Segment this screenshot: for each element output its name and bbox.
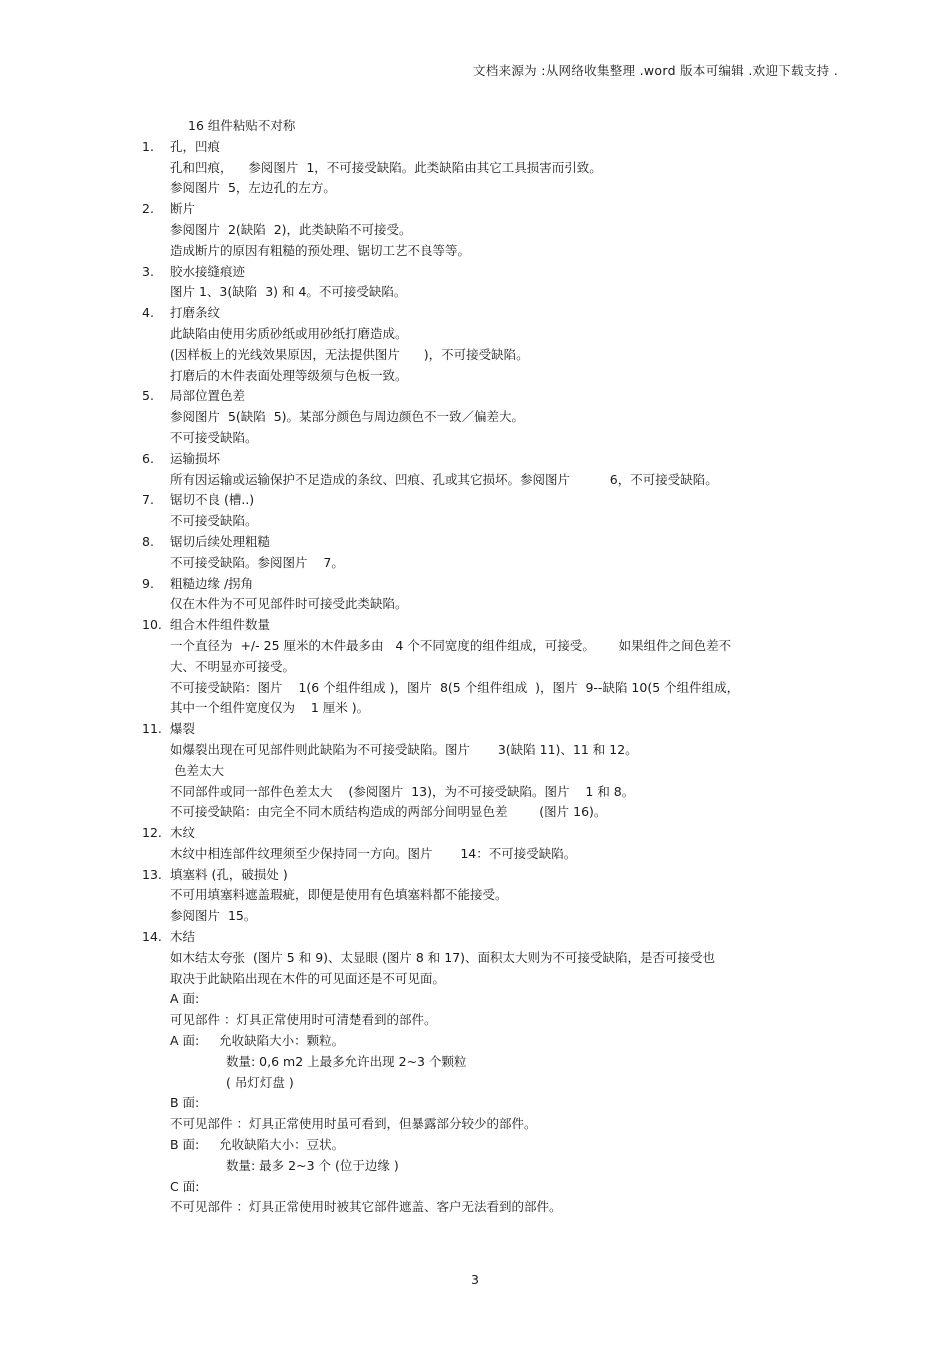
section-heading bbox=[138, 719, 818, 740]
section-heading bbox=[138, 927, 818, 948]
section-body-line: 孔和凹痕， 参阅图片 1，不可接受缺陷。此类缺陷由其它工具损害而引致。 bbox=[170, 159, 602, 175]
section-title: 运输损坏 bbox=[170, 450, 221, 466]
face-b-row bbox=[138, 1135, 818, 1156]
section-title: 胶水接缝痕迹 bbox=[170, 263, 246, 279]
section-body-line: 不可接受缺陷：图片 1(6 个组件组成 )，图片 8(5 个组件组成 )，图片 9--缺陷 10(5 个组件组成， bbox=[170, 679, 740, 695]
section-body-line: 色差太大 bbox=[170, 762, 224, 778]
section-number: 7. bbox=[142, 492, 154, 508]
section-body-line: 大、不明显亦可接受。 bbox=[170, 658, 296, 674]
face-definitions bbox=[138, 989, 818, 1218]
section-body-line: 造成断片的原因有粗糙的预处理、锯切工艺不良等等。 bbox=[170, 242, 471, 258]
section-heading bbox=[138, 199, 818, 220]
section-body-line: 其中一个组件宽度仅为 1 厘米 )。 bbox=[170, 700, 370, 716]
section-number: 4. bbox=[142, 305, 154, 321]
section-body-line: 不可接受缺陷。 bbox=[170, 513, 258, 529]
section-body-line: 参阅图片 5，左边孔的左方。 bbox=[170, 180, 336, 196]
section-title: 粗糙边缘 /拐角 bbox=[170, 575, 254, 591]
face-b-quantity: 数量: 最多 2~3 个 (位于边缘 ) bbox=[226, 1157, 399, 1173]
section-heading bbox=[138, 615, 818, 636]
face-b-label: B 面: bbox=[170, 1095, 200, 1111]
section-number: 6. bbox=[142, 450, 154, 466]
section-heading bbox=[138, 490, 818, 511]
section-body-line: 不可接受缺陷。参阅图片 7。 bbox=[170, 554, 344, 570]
section-heading bbox=[138, 532, 818, 553]
section-body-line: 不可接受缺陷。 bbox=[170, 429, 258, 445]
section-number: 1. bbox=[142, 138, 154, 154]
section-body-line: 参阅图片 5(缺陷 5)。某部分颜色与周边颜色不一致／偏差大。 bbox=[170, 409, 525, 425]
face-b-description: 不可见部件 ：灯具正常使用时虽可看到，但暴露部分较少的部件。 bbox=[170, 1116, 537, 1132]
section-title: 木结 bbox=[170, 929, 196, 945]
section-body-line: 仅在木件为不可见部件时可接受此类缺陷。 bbox=[170, 596, 408, 612]
section-number: 9. bbox=[142, 575, 154, 591]
document-body bbox=[138, 116, 818, 1218]
section-number: 10. bbox=[142, 617, 162, 633]
section-heading bbox=[138, 574, 818, 595]
section-title: 孔，凹痕 bbox=[170, 138, 221, 154]
section-body-line: 取决于此缺陷出现在木件的可见面还是不可见面。 bbox=[170, 970, 446, 986]
section-body-line: 如木结太夸张 (图片 5 和 9)、太显眼 (图片 8 和 17)、面积太大则为不可接受缺陷，是否可接受也 bbox=[170, 949, 716, 965]
section-heading bbox=[138, 262, 818, 283]
figure-caption: 16 组件粘贴不对称 bbox=[188, 118, 296, 133]
section-body-line: 此缺陷由使用劣质砂纸或用砂纸打磨造成。 bbox=[170, 325, 408, 341]
section-number: 13. bbox=[142, 866, 162, 882]
face-a-note: ( 吊灯灯盘 ) bbox=[226, 1074, 294, 1090]
face-a-description: 可见部件 ：灯具正常使用时可清楚看到的部件。 bbox=[170, 1012, 437, 1028]
section-title: 断片 bbox=[170, 201, 196, 217]
section-number: 14. bbox=[142, 929, 162, 945]
section-title: 爆裂 bbox=[170, 721, 196, 737]
face-a-row bbox=[138, 1031, 818, 1052]
face-a-label: A 面: bbox=[170, 991, 200, 1007]
section-title: 填塞料 (孔，破损处 ) bbox=[170, 866, 288, 882]
face-c-label: C 面: bbox=[170, 1178, 200, 1194]
section-body-line: 一个直径为 +/- 25 厘米的木件最多由 4 个不同宽度的组件组成，可接受。 如果组件之间色差不 bbox=[170, 637, 732, 653]
section-number: 8. bbox=[142, 533, 154, 549]
section-heading bbox=[138, 449, 818, 470]
section-body-line: 图片 1、3(缺陷 3) 和 4。不可接受缺陷。 bbox=[170, 284, 407, 300]
section-number: 12. bbox=[142, 825, 162, 841]
face-a-allow: 允收缺陷大小：颗粒。 bbox=[219, 1033, 345, 1049]
section-body-line: 打磨后的木件表面处理等级须与色板一致。 bbox=[170, 367, 408, 383]
section-title: 锯切后续处理粗糙 bbox=[170, 533, 271, 549]
section-number: 3. bbox=[142, 263, 154, 279]
section-title: 木纹 bbox=[170, 825, 196, 841]
section-body-line: 不可用填塞料遮盖瑕疵，即便是使用有色填塞料都不能接受。 bbox=[170, 887, 508, 903]
section-heading bbox=[138, 865, 818, 886]
section-title: 锯切不良 (槽..) bbox=[170, 492, 255, 508]
section-number: 2. bbox=[142, 201, 154, 217]
page-number: 3 bbox=[471, 1272, 479, 1287]
section-heading bbox=[138, 137, 818, 158]
section-heading bbox=[138, 386, 818, 407]
section-body-line: 不同部件或同一部件色差太大 (参阅图片 13)，为不可接受缺陷。图片 1 和 8。 bbox=[170, 783, 635, 799]
section-body-line: 不可接受缺陷：由完全不同木质结构造成的两部分间明显色差 (图片 16)。 bbox=[170, 804, 607, 820]
section-heading bbox=[138, 823, 818, 844]
face-b-row-label: B 面: bbox=[170, 1137, 200, 1153]
section-number: 5. bbox=[142, 388, 154, 404]
section-body-line: (因样板上的光线效果原因，无法提供图片 )，不可接受缺陷。 bbox=[170, 346, 529, 362]
section-body-line: 如爆裂出现在可见部件则此缺陷为不可接受缺陷。图片 3(缺陷 11)、11 和 12。 bbox=[170, 741, 638, 757]
face-b-allow: 允收缺陷大小：豆状。 bbox=[219, 1137, 345, 1153]
section-body-line: 参阅图片 15。 bbox=[170, 908, 257, 924]
section-number: 11. bbox=[142, 721, 162, 737]
section-title: 局部位置色差 bbox=[170, 388, 246, 404]
section-body-line: 木纹中相连部件纹理须至少保持同一方向。图片 14：不可接受缺陷。 bbox=[170, 845, 577, 861]
defect-sections bbox=[138, 137, 818, 990]
face-a-row-label: A 面: bbox=[170, 1033, 200, 1049]
section-body-line: 所有因运输或运输保护不足造成的条纹、凹痕、孔或其它损坏。参阅图片 6，不可接受缺陷。 bbox=[170, 471, 718, 487]
section-body-line: 参阅图片 2(缺陷 2)，此类缺陷不可接受。 bbox=[170, 221, 412, 237]
page-header: 文档来源为 :从网络收集整理 .word 版本可编辑 .欢迎下载支持 . bbox=[472, 63, 838, 78]
face-a-quantity: 数量: 0,6 m2 上最多允许出现 2~3 个颗粒 bbox=[226, 1053, 467, 1069]
section-title: 组合木件组件数量 bbox=[170, 617, 271, 633]
face-c-description: 不可见部件 ：灯具正常使用时被其它部件遮盖、客户无法看到的部件。 bbox=[170, 1199, 562, 1215]
section-title: 打磨条纹 bbox=[170, 305, 221, 321]
section-heading bbox=[138, 303, 818, 324]
